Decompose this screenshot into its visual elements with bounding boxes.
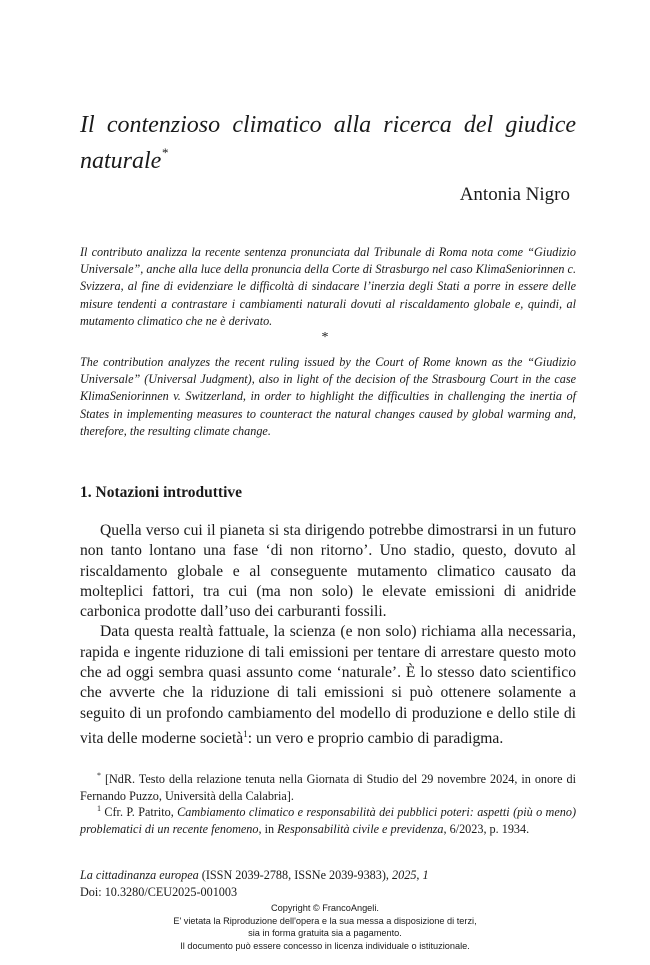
article-title bbox=[80, 110, 576, 176]
body-paragraph-1: Quella verso cui il pianeta si sta dirigendo potrebbe dimostrarsi in un futuro non tanto lontano una fase ‘di non ritorno’. Uno stadio, questo, dovuto al riscaldamento globale e al conseguente mutamento climatico causato da molteplici fattori, tra cui (ma non solo) le elevate emissioni di anidride carbonica prodotte dall’uso dei carburanti fossili. bbox=[80, 522, 576, 621]
footnote-1-cited-title: Cambiamento climatico e responsabilità dei pubblici poteri: aspetti (più o meno) problematici di un recente fenomeno bbox=[80, 805, 576, 837]
copyright-line: E' vietata la Riproduzione dell'opera e la sua messa a disposizione di terzi, bbox=[173, 915, 477, 926]
paragraph-2-text: Data questa realtà fattuale, la scienza (e non solo) richiama alla necessaria, rapida e ingente riduzione di tali emissioni per tentare di arrestare questo moto che ad oggi sembra quasi assunto come ‘naturale’. È lo stesso dato scientifico che avverte che la riduzione di tali emissioni si può ottenere solamente a seguito di un profondo cambiamento del modello di produzione e dello stile di vita delle moderne società bbox=[80, 623, 576, 748]
journal-issue: 2025, 1 bbox=[392, 868, 429, 882]
journal-info bbox=[80, 867, 429, 901]
footnote-reference-1[interactable]: 1 bbox=[243, 728, 248, 739]
journal-name: La cittadinanza europea bbox=[80, 868, 199, 882]
doi: Doi: 10.3280/CEU2025-001003 bbox=[80, 885, 238, 899]
footnote-star-mark: * bbox=[97, 771, 101, 780]
footnote-1-mid: , in bbox=[258, 822, 278, 837]
section-heading: 1. Notazioni introduttive bbox=[80, 484, 243, 501]
title-footnote-mark: * bbox=[161, 145, 168, 160]
footnote-star-text: [NdR. Testo della relazione tenuta nella Giornata di Studio del 29 novembre 2024, in onore di Fernando Puzzo, Università della Calabria]. bbox=[80, 772, 576, 804]
journal-issn: (ISSN 2039-2788, ISSNe 2039-9383), bbox=[198, 868, 393, 882]
copyright-notice bbox=[0, 902, 650, 952]
footnote-1-mark: 1 bbox=[97, 804, 101, 813]
footnote-1-suffix: , 6/2023, p. 1934. bbox=[443, 822, 530, 837]
footnote-1-prefix: Cfr. P. Patrito, bbox=[101, 805, 178, 820]
abstract-italian: Il contributo analizza la recente sentenza pronunciata dal Tribunale di Roma nota come “Giudizio Universale”, anche alla luce della pronuncia della Corte di Strasburgo nel caso KlimaSeniorinnen c. Svizzera, al fine di evidenziare le difficoltà di sindacare l’inerzia degli Stati a porre in essere delle misure tendenti a contrastare i cambiamenti naturali dovuti al riscaldamento globale e, quindi, al mutamento climatico che ne è derivato. bbox=[80, 245, 576, 328]
abstract-separator: * bbox=[321, 330, 329, 345]
body-paragraph-2 bbox=[80, 622, 576, 749]
body-text bbox=[80, 521, 576, 749]
article-title-text: Il contenzioso climatico alla ricerca del giudice naturale bbox=[80, 112, 576, 174]
footnote-1-cited-journal: Responsabilità civile e previdenza bbox=[277, 822, 444, 837]
journal-citation bbox=[80, 867, 429, 884]
footnote-1 bbox=[80, 800, 576, 838]
author-name: Antonia Nigro bbox=[459, 184, 570, 205]
abstract-english: The contribution analyzes the recent ruling issued by the Court of Rome known as the “Giudizio Universale” (Universal Judgment), also in light of the decision of the Strasbourg Court in the case KlimaSeniorinnen v. Switzerland, in order to highlight the difficulties in challenging the inertia of States in implementing measures to counteract the natural changes caused by global warming and, therefore, the resulting climate change. bbox=[80, 355, 576, 438]
copyright-line: Il documento può essere concesso in licenza individuale o istituzionale. bbox=[180, 940, 470, 951]
copyright-line: Copyright © FrancoAngeli. bbox=[271, 903, 379, 913]
copyright-line: sia in forma gratuita sia a pagamento. bbox=[248, 928, 402, 938]
paragraph-2-end: : un vero e proprio cambio di paradigma. bbox=[247, 730, 504, 748]
